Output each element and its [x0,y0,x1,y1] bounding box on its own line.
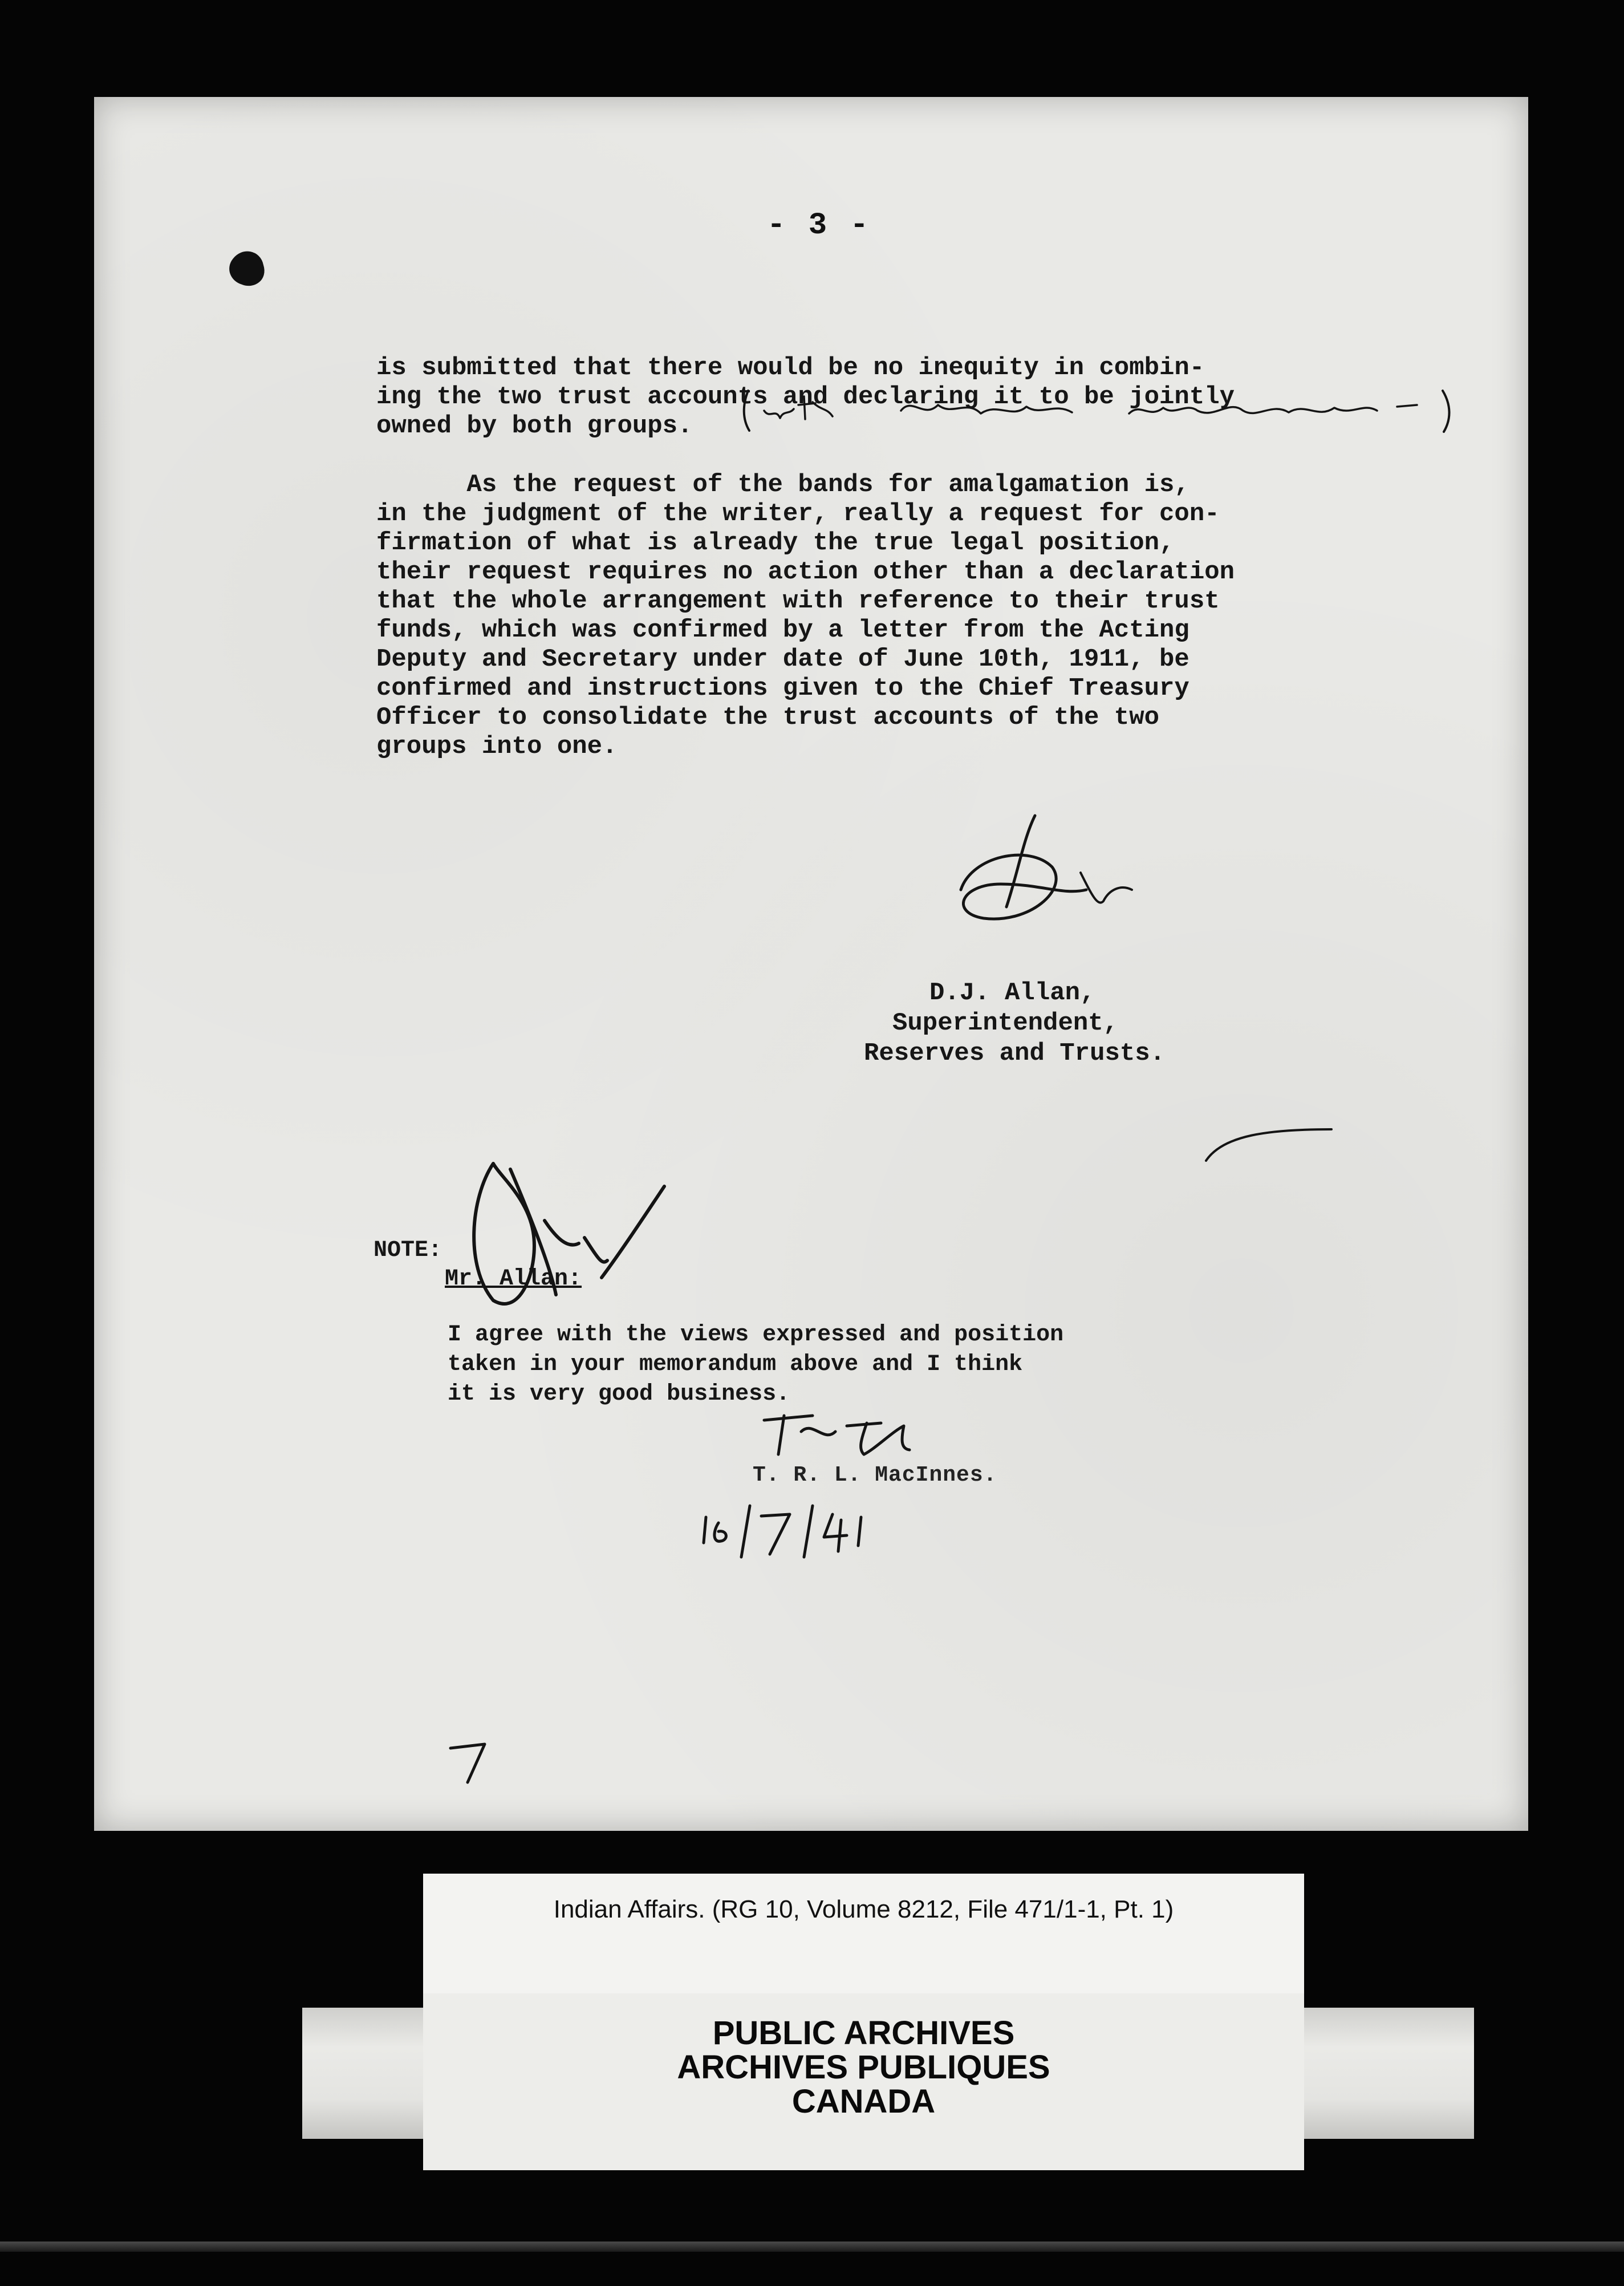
handwritten-mark [442,1734,499,1791]
handwritten-date [696,1500,878,1563]
macinnes-initials [761,1409,944,1460]
page-number: - 3 - [767,208,871,243]
stamp-line-3: CANADA [791,2083,936,2120]
note-body: I agree with the views expressed and position taken in your memorandum above and I think it is very good business. [448,1322,1064,1407]
note-signer: T. R. L. MacInnes. [753,1463,997,1487]
note-initials [459,1152,676,1318]
archive-stamp [423,2016,1304,2119]
stray-pen-stroke [1200,1124,1337,1169]
note-label: NOTE: [373,1238,442,1263]
citation-label-lower [423,1953,1304,1993]
handwritten-insert-annotation [741,385,1460,436]
document-page [94,97,1528,1831]
paragraph-2: As the request of the bands for amalgamation is, in the judgment of the writer, really a request for con- firmation of what is already the true legal position, their request requires no action other than a declaration that the whole arrangement with reference to their trust funds, which was confirmed by a letter from the Acting Deputy and Secretary under date of June 10th, 1911, be confirmed and instructions given to the Chief Treasury Officer to consolidate the trust accounts of the two groups into one. [376,471,1235,761]
signature-block [864,978,1165,1069]
allan-signature [938,804,1143,941]
note-addressee: Mr. Allan: [445,1266,582,1292]
signer-department: Reserves and Trusts. [864,1039,1166,1068]
stamp-line-1: PUBLIC ARCHIVES [712,2015,1015,2052]
archive-citation-text: Indian Affairs. (RG 10, Volume 8212, File 471/1-1, Pt. 1) [553,1895,1174,1923]
archive-citation-label [423,1874,1304,1953]
paragraph-1: is submitted that there would be no inequity in combin- ing the two trust accounts and declaring it to be jointly owned by both groups. [376,354,1235,440]
film-edge [0,2242,1624,2252]
signer-title: Superintendent, [892,1009,1119,1037]
signer-name: D.J. Allan, [929,979,1095,1007]
ink-blot [222,242,279,299]
stamp-line-2: ARCHIVES PUBLIQUES [677,2049,1050,2086]
